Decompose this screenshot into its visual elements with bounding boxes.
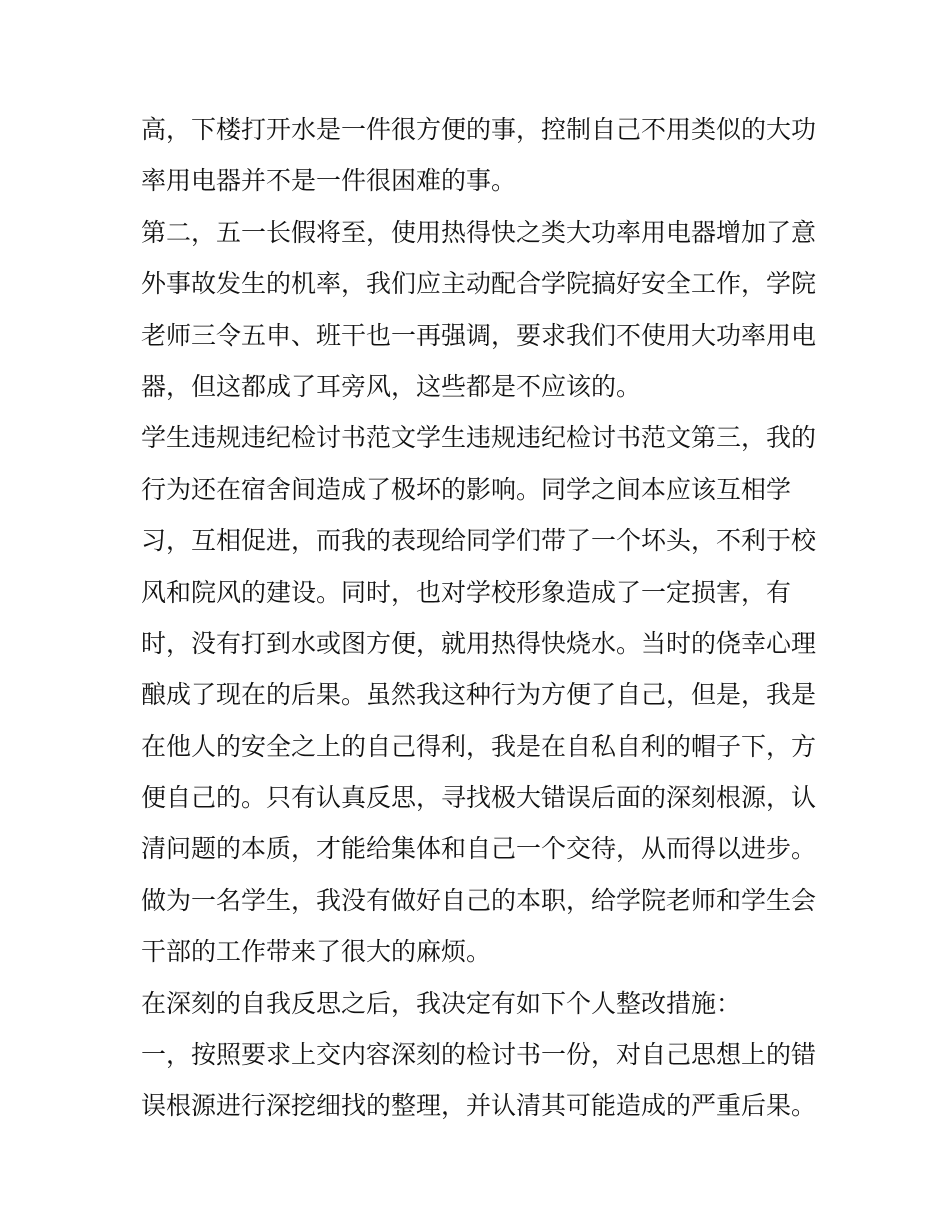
- text-line: 学生违规违纪检讨书范文学生违规违纪检讨书范文第三，我的: [141, 423, 817, 453]
- text-line: 清问题的本质，才能给集体和自己一个交待，从而得以进步。: [141, 834, 817, 864]
- text-line: 在深刻的自我反思之后，我决定有如下个人整改措施：: [141, 988, 742, 1018]
- text-line: 率用电器并不是一件很困难的事。: [141, 166, 517, 196]
- text-line: 风和院风的建设。同时，也对学校形象造成了一定损害，有: [141, 577, 792, 607]
- text-line: 器，但这都成了耳旁风，这些都是不应该的。: [141, 371, 642, 401]
- text-line: 误根源进行深挖细找的整理，并认清其可能造成的严重后果。: [141, 1091, 817, 1121]
- text-line: 行为还在宿舍间造成了极坏的影响。同学之间本应该互相学: [141, 474, 792, 504]
- text-line: 做为一名学生，我没有做好自己的本职，给学院老师和学生会: [141, 885, 817, 915]
- text-line: 外事故发生的机率，我们应主动配合学院搞好安全工作，学院: [141, 269, 817, 299]
- text-line: 便自己的。只有认真反思，寻找极大错误后面的深刻根源，认: [141, 783, 817, 813]
- text-line: 习，互相促进，而我的表现给同学们带了一个坏头，不利于校: [141, 526, 817, 556]
- text-line: 高，下楼打开水是一件很方便的事，控制自己不用类似的大功: [141, 115, 817, 144]
- text-line: 干部的工作带来了很大的麻烦。: [141, 937, 492, 967]
- text-line: 在他人的安全之上的自己得利，我是在自私自利的帽子下，方: [141, 731, 817, 761]
- text-line: 酿成了现在的后果。虽然我这种行为方便了自己，但是，我是: [141, 680, 817, 710]
- text-line: 时，没有打到水或图方便，就用热得快烧水。当时的侥幸心理: [141, 628, 817, 658]
- text-line: 第二，五一长假将至，使用热得快之类大功率用电器增加了意: [141, 217, 817, 247]
- text-line: 老师三令五申、班干也一再强调，要求我们不使用大功率用电: [141, 320, 817, 350]
- document-body: [141, 104, 821, 1132]
- text-line: 一，按照要求上交内容深刻的检讨书一份，对自己思想上的错: [141, 1040, 817, 1070]
